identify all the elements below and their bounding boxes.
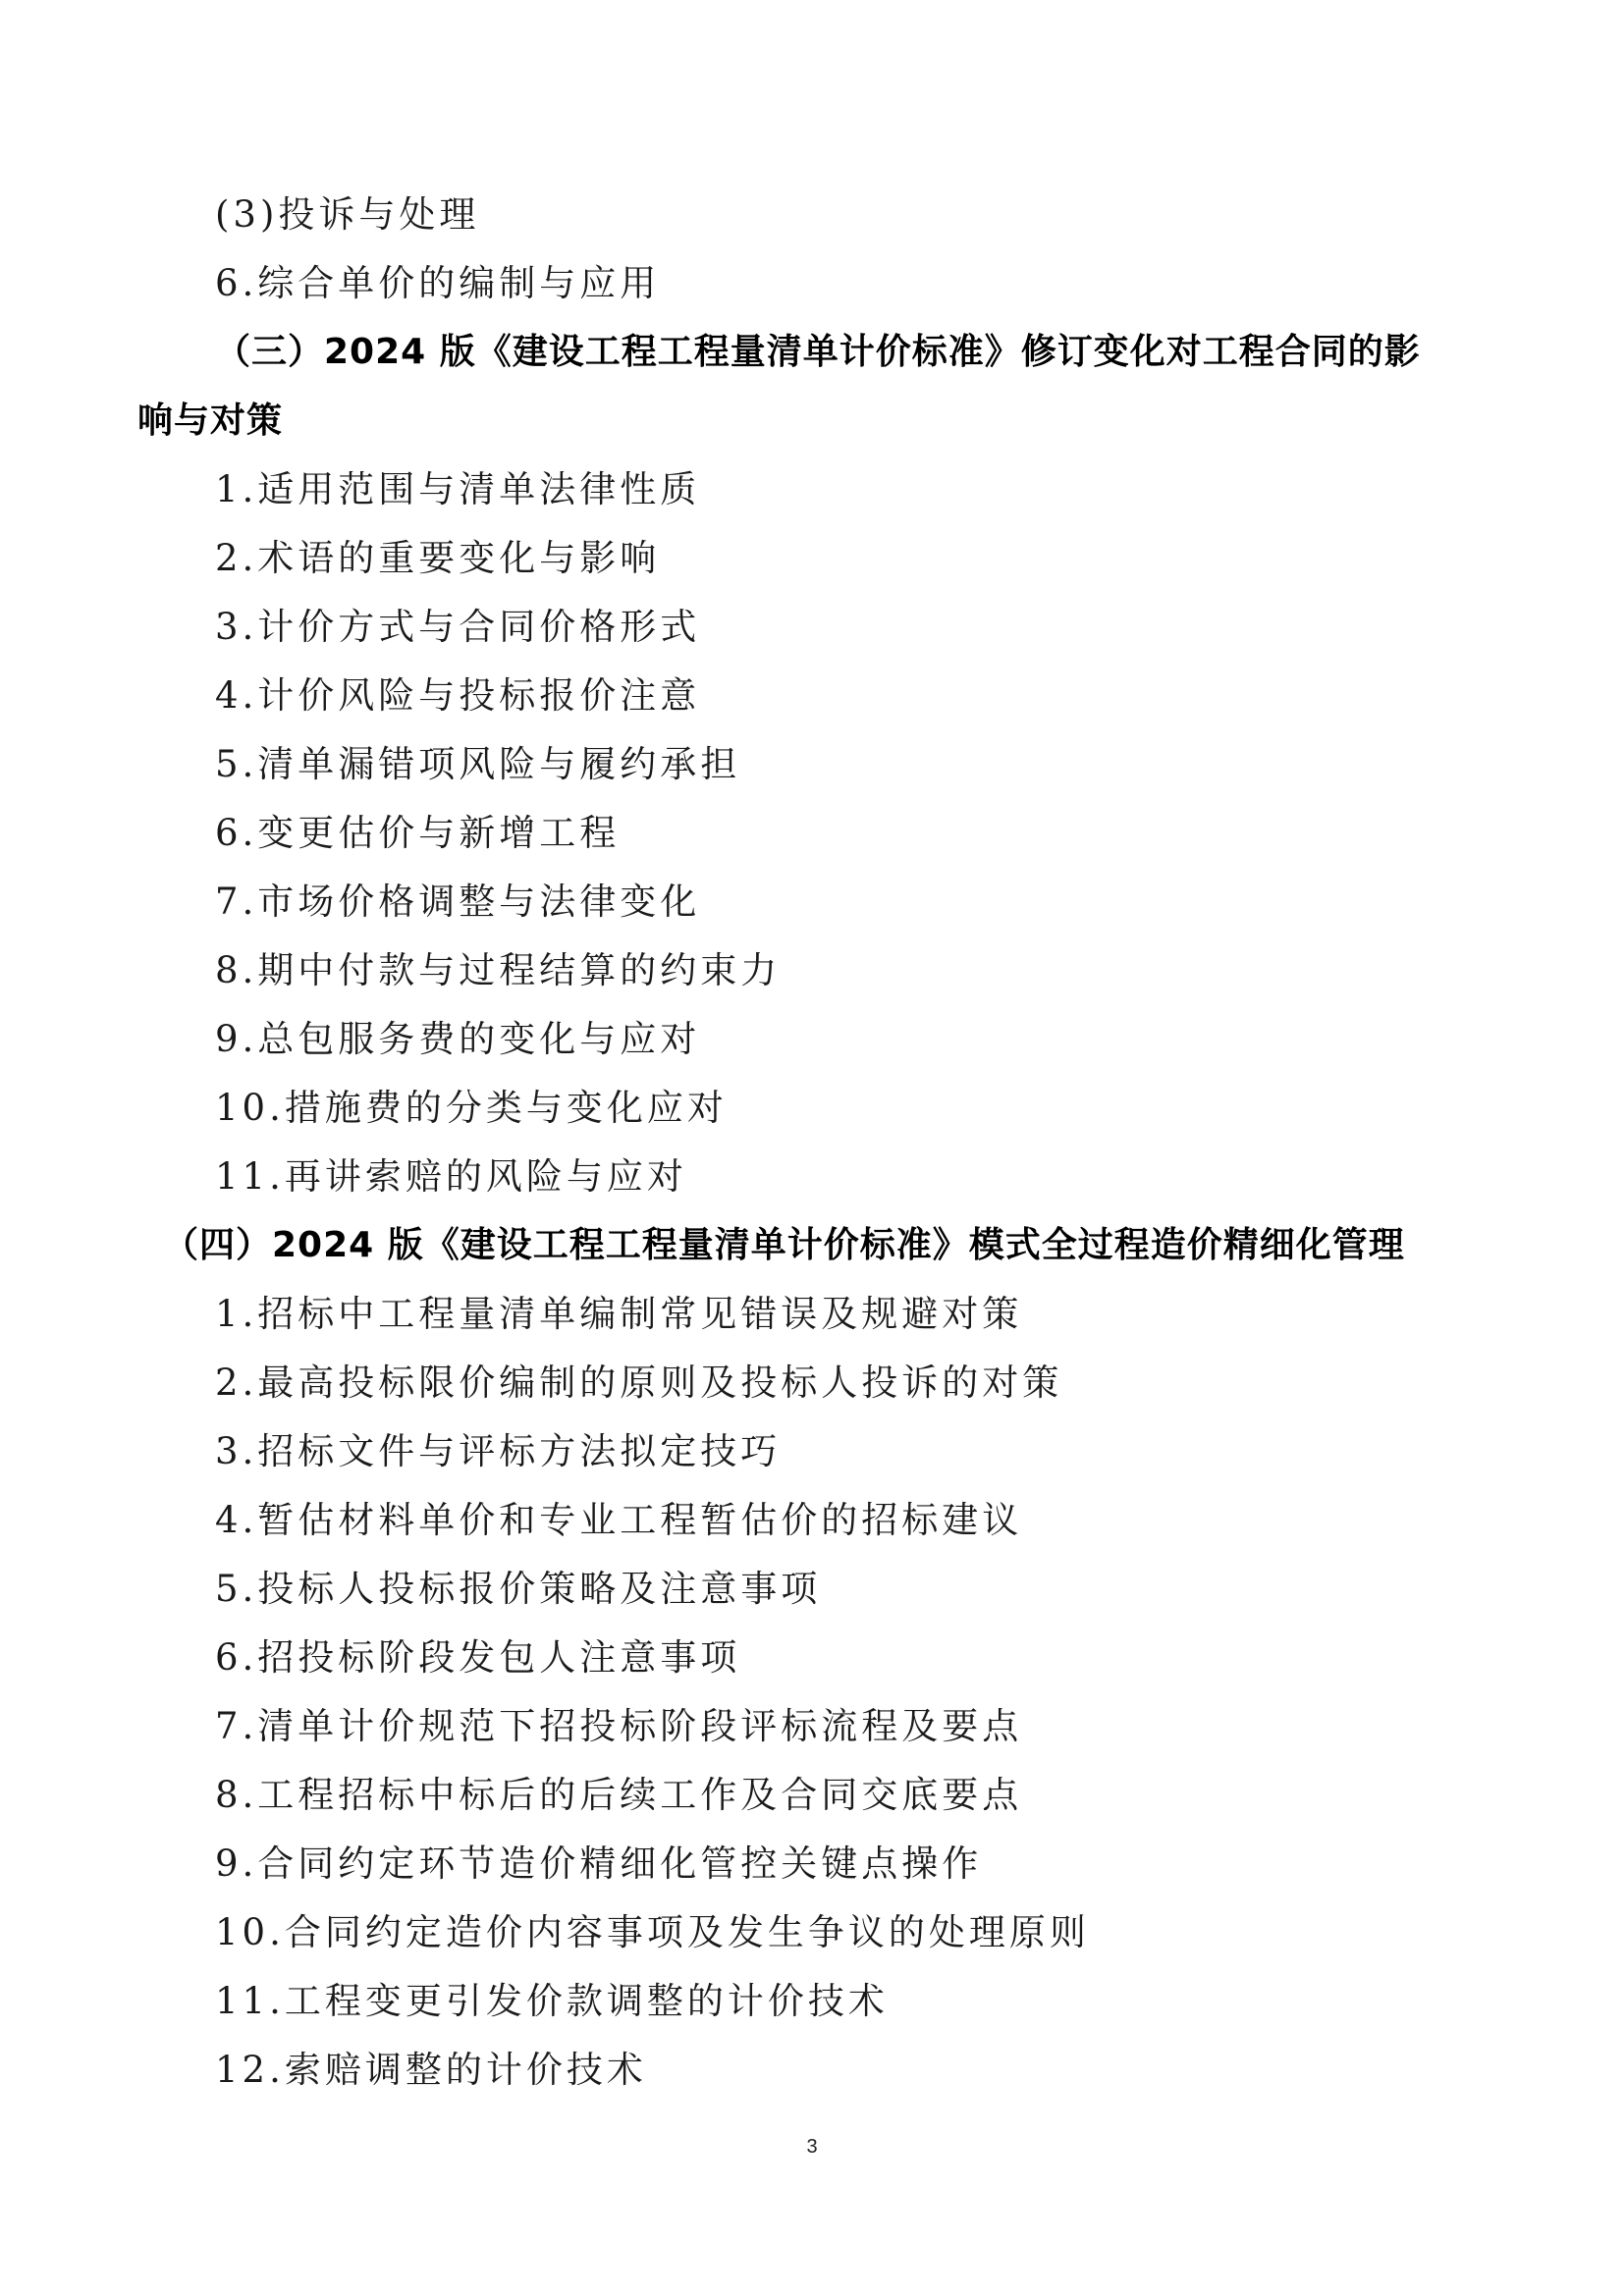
list-item: 11.工程变更引发价款调整的计价技术: [215, 1980, 889, 2022]
list-item: 1.适用范围与清单法律性质: [215, 468, 701, 510]
section-heading-3-continued: 响与对策: [137, 400, 284, 441]
page-number: 3: [806, 2136, 818, 2158]
list-item: 3.计价方式与合同价格形式: [215, 606, 701, 648]
list-item: 3.招标文件与评标方法拟定技巧: [215, 1430, 782, 1472]
list-item: 10.合同约定造价内容事项及发生争议的处理原则: [215, 1911, 1090, 1953]
list-item: 7.市场价格调整与法律变化: [215, 881, 701, 923]
list-item: 1.招标中工程量清单编制常见错误及规避对策: [215, 1293, 1023, 1335]
list-item: 10.措施费的分类与变化应对: [215, 1087, 728, 1129]
list-item: 11.再讲索赔的风险与应对: [215, 1155, 687, 1198]
list-item: 2.最高投标限价编制的原则及投标人投诉的对策: [215, 1362, 1063, 1404]
list-item: 12.索赔调整的计价技术: [215, 2049, 647, 2091]
list-item: 9.合同约定环节造价精细化管控关键点操作: [215, 1842, 983, 1885]
list-item: 4.计价风险与投标报价注意: [215, 674, 701, 717]
list-item: 6.招投标阶段发包人注意事项: [215, 1636, 741, 1679]
section-heading-3: （三）2024 版《建设工程工程量清单计价标准》修订变化对工程合同的影: [215, 332, 1421, 372]
list-item: 7.清单计价规范下招投标阶段评标流程及要点: [215, 1705, 1023, 1747]
list-item: 8.期中付款与过程结算的约束力: [215, 949, 782, 991]
list-item: 8.工程招标中标后的后续工作及合同交底要点: [215, 1774, 1023, 1816]
list-item: 4.暂估材料单价和专业工程暂估价的招标建议: [215, 1499, 1023, 1541]
list-item: (3)投诉与处理: [215, 193, 480, 236]
list-item: 5.清单漏错项风险与履约承担: [215, 743, 741, 785]
list-item: 6.变更估价与新增工程: [215, 812, 621, 854]
list-item: 5.投标人投标报价策略及注意事项: [215, 1568, 822, 1610]
section-heading-4: （四）2024 版《建设工程工程量清单计价标准》模式全过程造价精细化管理: [163, 1225, 1405, 1265]
list-item: 9.总包服务费的变化与应对: [215, 1018, 701, 1060]
list-item: 6.综合单价的编制与应用: [215, 262, 661, 304]
list-item: 2.术语的重要变化与影响: [215, 537, 661, 579]
